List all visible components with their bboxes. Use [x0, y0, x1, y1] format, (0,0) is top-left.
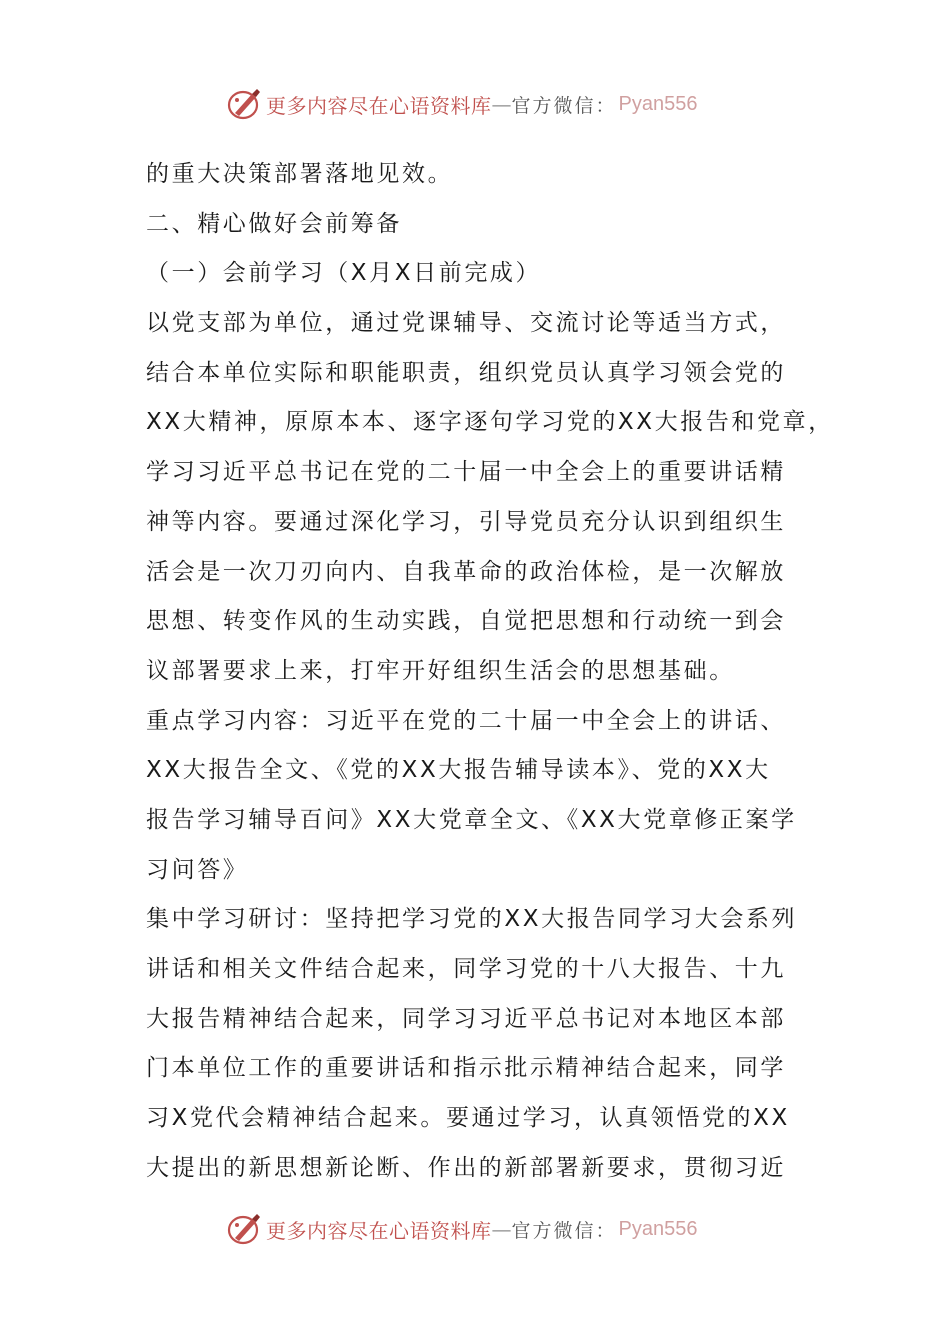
text-line: 门本单位工作的重要讲话和指示批示精神结合起来，同学 — [146, 1055, 786, 1082]
text-line: 集中学习研讨：坚持把学习党的XX大报告同学习大会系列 — [146, 906, 798, 933]
watermark-dash: — — [491, 1217, 512, 1241]
text-line: 神等内容。要通过深化学习，引导党员充分认识到组织生 — [146, 508, 786, 535]
text-line: 活会是一次刀刃向内、自我革命的政治体检，是一次解放 — [146, 558, 786, 585]
text-line: 议部署要求上来，打牢开好组织生活会的思想基础。 — [146, 657, 735, 684]
text-line: 习问答》 — [146, 856, 249, 883]
watermark-wechat-id: Pyan556 — [618, 92, 698, 115]
text-line: 大报告精神结合起来，同学习习近平总书记对本地区本部 — [146, 1005, 786, 1032]
watermark-footer — [226, 1211, 697, 1247]
text-line: 大提出的新思想新论断、作出的新部署新要求，贯彻习近 — [146, 1154, 786, 1181]
document-body — [146, 150, 834, 1193]
text-line: 报告学习辅导百问》XX大党章全文、《XX大党章修正案学 — [146, 806, 797, 833]
text-line: 习X党代会精神结合起来。要通过学习，认真领悟党的XX — [146, 1105, 790, 1132]
watermark-title: 更多内容尽在心语资料库 — [266, 1218, 492, 1243]
text-line: 学习习近平总书记在党的二十届一中全会上的重要讲话精 — [146, 459, 786, 486]
watermark-dash: — — [491, 92, 512, 116]
text-line: XX大报告全文、《党的XX大报告辅导读本》、党的XX大 — [146, 757, 771, 784]
text-line: 的重大决策部署落地见效。 — [146, 161, 454, 187]
watermark-wechat-label: 官方微信： — [511, 94, 617, 117]
watermark-wechat-label: 官方微信： — [511, 1219, 617, 1242]
pen-logo-icon — [226, 1211, 262, 1247]
pen-logo-icon — [226, 86, 262, 122]
section-heading: 二、精心做好会前筹备 — [146, 210, 402, 237]
watermark-wechat-id: Pyan556 — [618, 1217, 698, 1240]
watermark-header — [226, 86, 697, 122]
watermark-title: 更多内容尽在心语资料库 — [266, 93, 492, 118]
text-line: 以党支部为单位，通过党课辅导、交流讨论等适当方式， — [146, 310, 786, 337]
text-line: XX大精神，原原本本、逐字逐句学习党的XX大报告和党章， — [146, 409, 834, 436]
text-line: 思想、转变作风的生动实践，自觉把思想和行动统一到会 — [146, 608, 786, 635]
text-line: 讲话和相关文件结合起来，同学习党的十八大报告、十九 — [146, 956, 786, 982]
subsection-heading: （一）会前学习（X月X日前完成） — [146, 260, 542, 287]
text-line: 重点学习内容：习近平在党的二十届一中全会上的讲话、 — [146, 707, 786, 734]
text-line: 结合本单位实际和职能职责，组织党员认真学习领会党的 — [146, 359, 786, 386]
